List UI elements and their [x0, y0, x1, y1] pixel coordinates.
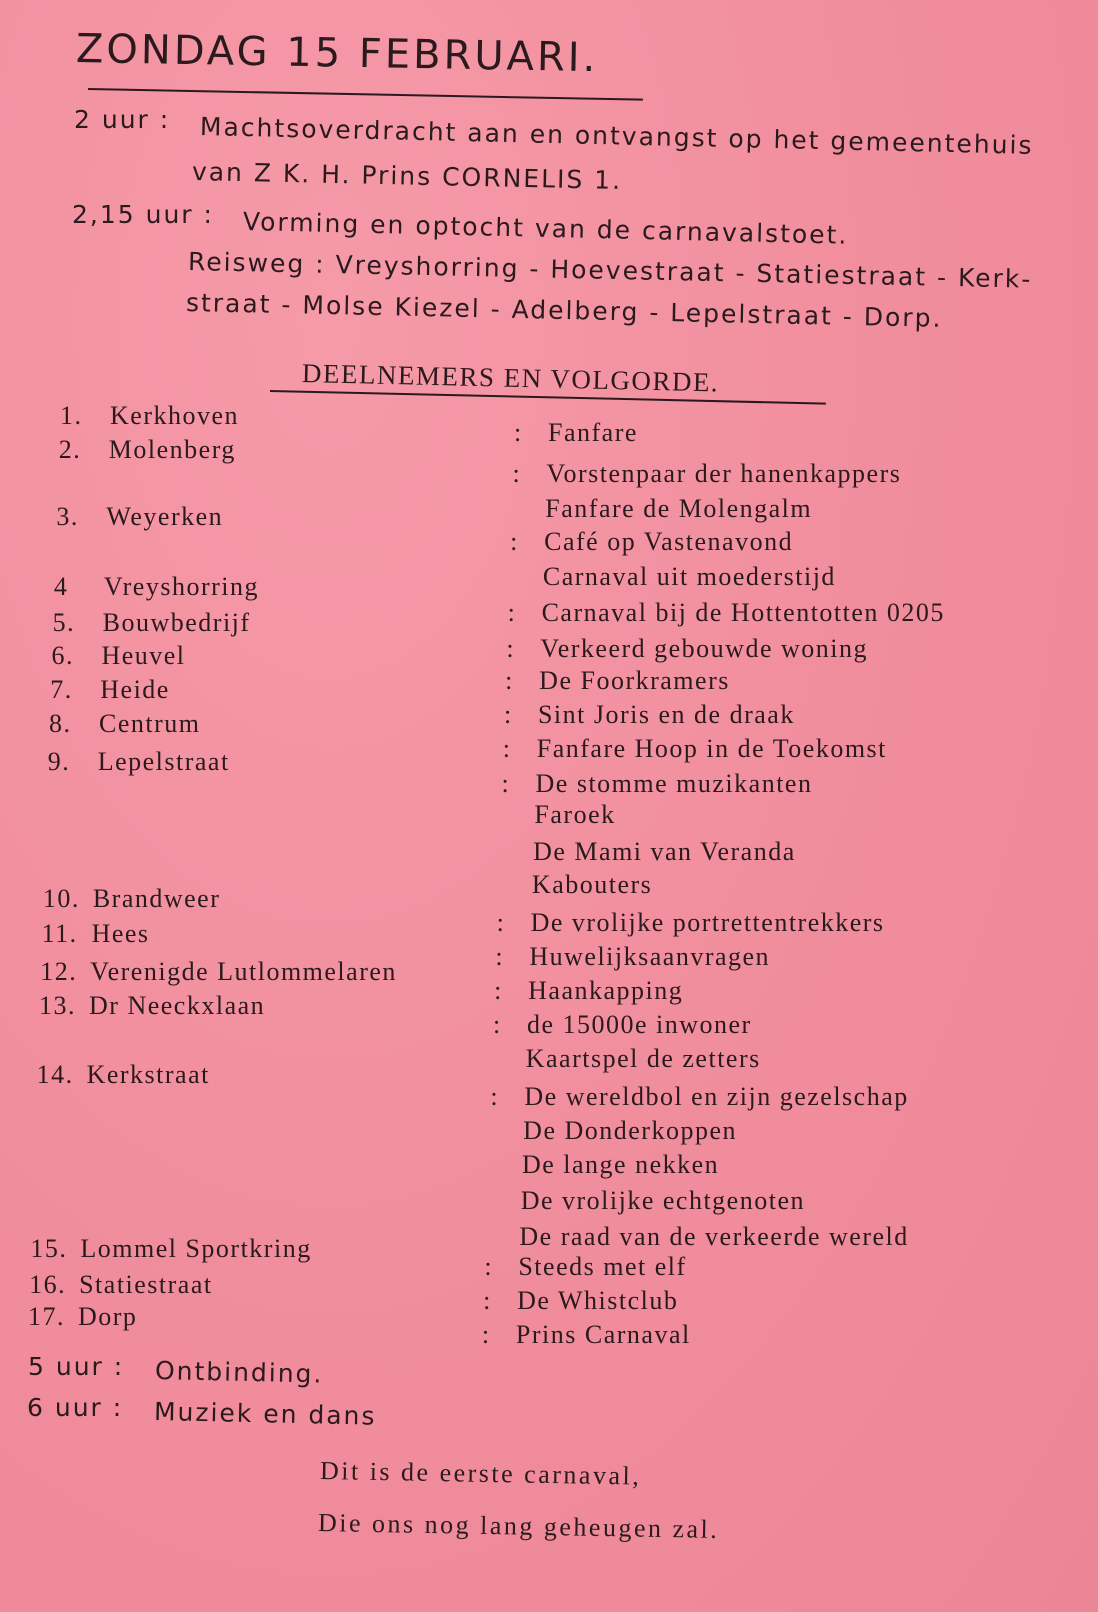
- act-colon: :: [501, 769, 511, 798]
- act-colon: :: [506, 634, 516, 663]
- participant-number: 1.: [60, 401, 83, 430]
- verse-line-1: Dit is de eerste carnaval,: [319, 1456, 642, 1491]
- participant-name: Centrum: [99, 709, 201, 738]
- participant-name: Heide: [100, 675, 170, 704]
- participant-number: 12.: [40, 957, 78, 986]
- act-colon: :: [505, 666, 514, 695]
- schedule-cont-1: van Z K. H. Prins CORNELIS 1.: [191, 157, 623, 196]
- schedule-text-2: Vorming en optocht van de carnavalstoet.: [242, 207, 849, 250]
- participant-number: 8.: [49, 709, 72, 738]
- act-colon: :: [507, 598, 517, 627]
- act-colon: :: [483, 1286, 492, 1315]
- act-name: De wereldbol en zijn gezelschap: [524, 1082, 909, 1111]
- participant-number: 5.: [52, 608, 76, 637]
- schedule-time-1: 2 uur :: [74, 105, 171, 134]
- participant-name: Vreyshorring: [103, 572, 259, 601]
- participant-name: Lepelstraat: [97, 747, 230, 776]
- closing-text-2: Muziek en dans: [153, 1397, 377, 1431]
- act-name: Fanfare de Molengalm: [545, 494, 813, 523]
- route-line-2: straat - Molse Kiezel - Adelberg - Lepelstraat - Dorp.: [185, 288, 943, 333]
- act-name: Kaartspel de zetters: [525, 1044, 761, 1073]
- act-colon: :: [481, 1320, 491, 1349]
- participant-number: 17.: [27, 1302, 65, 1331]
- participant-number: 9.: [47, 747, 71, 776]
- act-name: Faroek: [534, 800, 616, 829]
- closing-time-1: 5 uur :: [28, 1352, 125, 1381]
- act-colon: :: [494, 976, 503, 1005]
- act-name: de 15000e inwoner: [526, 1010, 752, 1039]
- participant-name: Brandweer: [92, 884, 221, 913]
- participant-number: 6.: [51, 641, 74, 670]
- participant-name: Bouwbedrijf: [102, 608, 251, 637]
- route-line-1: Reisweg : Vreyshorring - Hoevestraat - Statiestraat - Kerk-: [187, 247, 1033, 294]
- act-colon: :: [502, 734, 512, 763]
- act-name: Vorstenpaar der hanenkappers: [546, 459, 902, 488]
- act-colon: :: [510, 527, 519, 556]
- act-name: Haankapping: [528, 976, 684, 1005]
- act-name: De vrolijke portrettentrekkers: [530, 908, 885, 937]
- participant-number: 10.: [42, 884, 80, 913]
- participant-name: Verenigde Lutlommelaren: [90, 957, 397, 986]
- schedule-time-2: 2,15 uur :: [72, 200, 214, 229]
- act-colon: :: [492, 1010, 502, 1039]
- schedule-text-1: Machtsoverdracht aan en ontvangst op het gemeentehuis: [199, 112, 1034, 160]
- participant-number: 3.: [56, 502, 79, 531]
- act-colon: :: [484, 1252, 494, 1281]
- participant-name: Molenberg: [108, 435, 236, 464]
- participant-number: 11.: [41, 919, 78, 948]
- act-name: De Foorkramers: [539, 666, 730, 695]
- act-name: Sint Joris en de draak: [537, 700, 795, 729]
- act-name: Verkeerd gebouwde woning: [540, 634, 868, 663]
- act-name: De Donderkoppen: [523, 1116, 738, 1145]
- participant-name: Dr Neeckxlaan: [89, 991, 266, 1020]
- participant-name: Kerkstraat: [86, 1060, 210, 1089]
- act-name: De lange nekken: [521, 1150, 720, 1179]
- verse-line-2: Die ons nog lang geheugen zal.: [317, 1508, 720, 1545]
- act-colon: :: [495, 942, 505, 971]
- act-name: Fanfare Hoop in de Toekomst: [536, 734, 887, 763]
- act-colon: :: [514, 418, 523, 447]
- act-name: Steeds met elf: [518, 1252, 687, 1281]
- act-name: Kabouters: [531, 870, 653, 899]
- act-name: Prins Carnaval: [515, 1320, 691, 1349]
- participant-number: 7.: [50, 675, 73, 704]
- act-name: Huwelijksaanvragen: [529, 942, 771, 971]
- page-title: ZONDAG 15 FEBRUARI.: [75, 26, 599, 82]
- closing-text-1: Ontbinding.: [154, 1356, 324, 1389]
- act-name: De stomme muzikanten: [535, 769, 813, 798]
- act-name: De vrolijke echtgenoten: [520, 1186, 805, 1215]
- act-name: Café op Vastenavond: [544, 527, 794, 556]
- participant-number: 13.: [39, 991, 77, 1020]
- participant-number: 4: [53, 572, 69, 601]
- act-name: Carnaval uit moederstijd: [542, 562, 836, 591]
- act-name: De Mami van Veranda: [533, 837, 796, 866]
- act-colon: :: [490, 1082, 500, 1111]
- closing-time-2: 6 uur :: [27, 1393, 124, 1422]
- participant-number: 15.: [30, 1234, 68, 1263]
- act-name: Carnaval bij de Hottentotten 0205: [541, 598, 945, 627]
- act-colon: :: [512, 459, 522, 488]
- act-name: De raad van de verkeerde wereld: [519, 1222, 909, 1251]
- participants-heading: DEELNEMERS EN VOLGORDE.: [301, 358, 720, 398]
- participant-name: Statiestraat: [79, 1270, 213, 1299]
- participant-number: 16.: [29, 1270, 67, 1299]
- participant-number: 2.: [58, 435, 82, 464]
- act-colon: :: [503, 700, 513, 729]
- act-name: De Whistclub: [517, 1286, 679, 1315]
- participant-name: Lommel Sportkring: [80, 1234, 312, 1263]
- participant-name: Heuvel: [101, 641, 186, 670]
- act-colon: :: [496, 908, 506, 937]
- participant-name: Kerkhoven: [110, 401, 240, 430]
- participant-name: Hees: [91, 919, 150, 948]
- participant-name: Weyerken: [106, 502, 224, 531]
- participant-number: 14.: [36, 1060, 74, 1089]
- participant-name: Dorp: [77, 1302, 138, 1331]
- act-name: Fanfare: [548, 418, 638, 447]
